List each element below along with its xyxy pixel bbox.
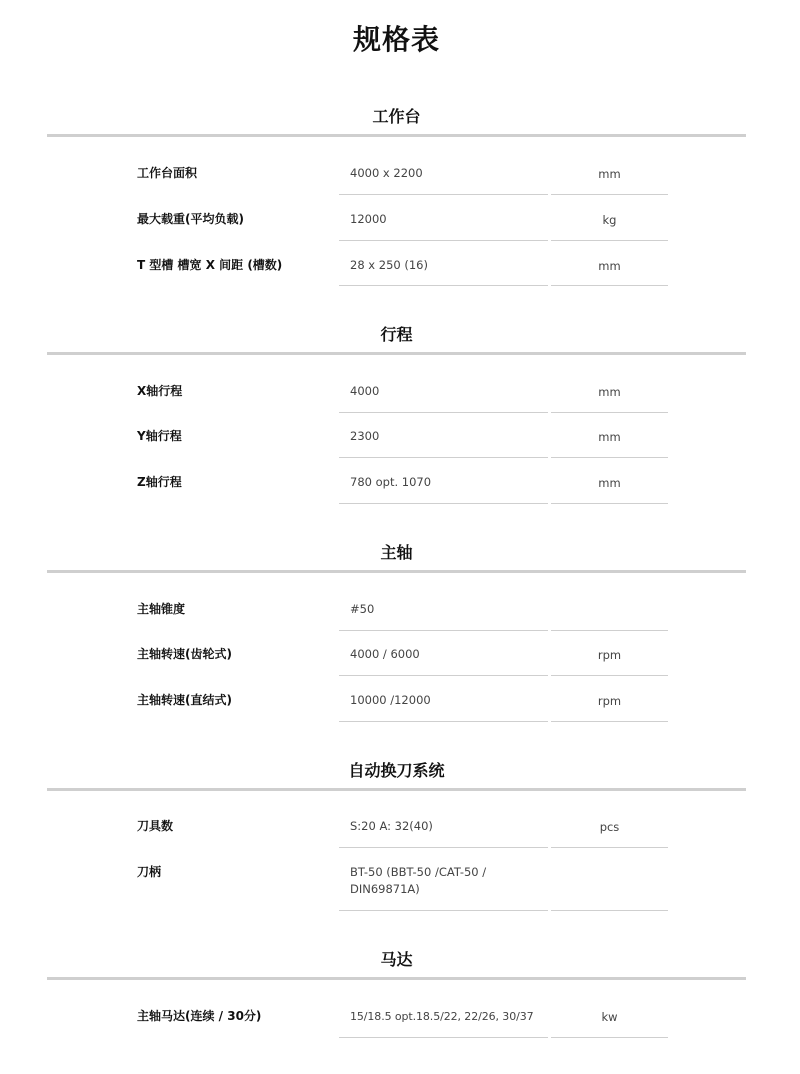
- row-divider: [339, 630, 548, 631]
- row-divider: [551, 412, 668, 413]
- spec-unit: mm: [598, 430, 621, 444]
- row-divider: [339, 675, 548, 676]
- spec-unit: kw: [601, 1010, 618, 1024]
- spec-value: 4000 x 2200: [350, 166, 423, 180]
- spec-label: 刀柄: [137, 865, 162, 879]
- section-divider: [47, 352, 746, 355]
- spec-value: 12000: [350, 212, 387, 226]
- row-divider: [339, 847, 548, 848]
- row-divider: [551, 630, 668, 631]
- spec-unit: mm: [598, 167, 621, 181]
- row-divider: [551, 194, 668, 195]
- section-title-atc: 自动换刀系统: [348, 761, 445, 780]
- spec-label: 主轴转速(齿轮式): [137, 647, 232, 661]
- spec-value: 2300: [350, 429, 380, 443]
- row-divider: [339, 721, 548, 722]
- row-divider: [339, 240, 548, 241]
- row-divider: [551, 503, 668, 504]
- row-divider: [551, 910, 668, 911]
- row-divider: [339, 194, 548, 195]
- spec-value: 4000: [350, 384, 380, 398]
- spec-value: 15/18.5 opt.18.5/22, 22/26, 30/37: [350, 1010, 534, 1023]
- page-title: 规格表: [352, 23, 440, 56]
- spec-label: 主轴转速(直结式): [137, 693, 232, 707]
- spec-unit: kg: [602, 213, 617, 227]
- spec-label: Z轴行程: [137, 475, 182, 489]
- row-divider: [551, 721, 668, 722]
- spec-unit: pcs: [599, 820, 620, 834]
- row-divider: [551, 457, 668, 458]
- spec-unit: rpm: [597, 694, 622, 708]
- row-divider: [551, 675, 668, 676]
- spec-label: 工作台面积: [137, 166, 198, 180]
- section-title-worktable: 工作台: [372, 107, 421, 126]
- section-divider: [47, 570, 746, 573]
- row-divider: [339, 1037, 548, 1038]
- section-divider: [47, 134, 746, 137]
- spec-value: 10000 /12000: [350, 693, 431, 707]
- spec-unit: rpm: [597, 648, 622, 662]
- row-divider: [339, 503, 548, 504]
- spec-value: #50: [350, 602, 375, 616]
- spec-label: 主轴锥度: [137, 602, 186, 616]
- section-divider: [47, 977, 746, 980]
- spec-label: T 型槽 槽宽 X 间距 (槽数): [137, 258, 283, 272]
- row-divider: [551, 240, 668, 241]
- row-divider: [339, 457, 548, 458]
- spec-value: S:20 A: 32(40): [350, 819, 433, 833]
- row-divider: [339, 412, 548, 413]
- section-title-travel: 行程: [380, 325, 413, 344]
- section-title-motor: 马达: [380, 950, 413, 969]
- spec-value: 780 opt. 1070: [350, 475, 432, 489]
- spec-label: 主轴马达(连续 / 30分): [137, 1009, 262, 1023]
- spec-value: 4000 / 6000: [350, 647, 420, 661]
- spec-value: BT-50 (BBT-50 /CAT-50 / DIN69871A): [350, 865, 487, 896]
- spec-label: 刀具数: [137, 819, 174, 833]
- spec-label: Y轴行程: [137, 429, 182, 443]
- row-divider: [551, 1037, 668, 1038]
- spec-unit: mm: [598, 259, 621, 273]
- spec-value: 28 x 250 (16): [350, 258, 428, 272]
- spec-unit: mm: [598, 476, 621, 490]
- row-divider: [339, 285, 548, 286]
- row-divider: [551, 847, 668, 848]
- section-divider: [47, 788, 746, 791]
- spec-label: X轴行程: [137, 384, 183, 398]
- section-title-spindle: 主轴: [380, 543, 413, 562]
- row-divider: [551, 285, 668, 286]
- spec-unit: mm: [598, 385, 621, 399]
- row-divider: [339, 910, 548, 911]
- spec-label: 最大载重(平均负载): [137, 212, 244, 226]
